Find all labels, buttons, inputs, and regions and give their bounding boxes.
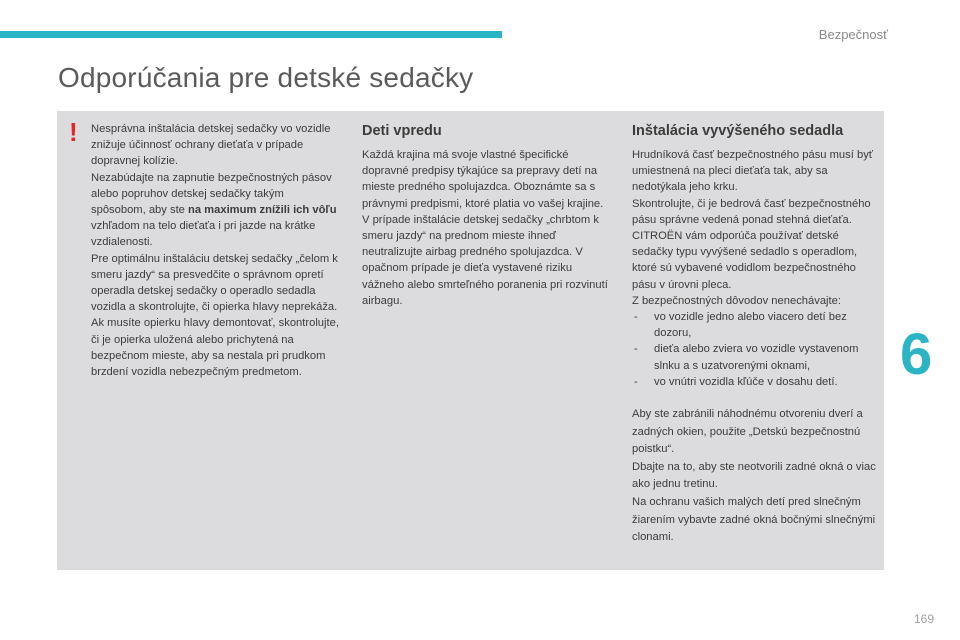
warning-paragraph: Ak musíte opierku hlavy demontovať, skontrolujte, či je opierka uložená alebo prichytená na bezpečnom mieste, aby sa nestala pri prudkom brzdení vozidla nebezpečným predmetom. xyxy=(91,317,339,379)
booster-paragraph: CITROËN vám odporúča používať detské sedačky typu vyvýšené sedadlo s operadlom, ktoré sú vybavené vodidlom bezpečnostného pásu v úrovni pleca. xyxy=(632,230,858,291)
page-title: Odporúčania pre detské sedačky xyxy=(58,62,474,93)
safety-list xyxy=(632,309,882,390)
booster-paragraph: Dbajte na to, aby ste neotvorili zadné okná o viac ako jednu tretinu. xyxy=(632,460,876,491)
warning-column xyxy=(91,121,341,380)
list-item: - dieťa alebo zviera vo vozidle vystavenom slnku a s uzatvorenými oknami, xyxy=(632,341,882,373)
section-label: Bezpečnosť xyxy=(818,27,888,42)
front-seat-heading: Deti vpredu xyxy=(362,123,442,139)
front-paragraph: V prípade inštalácie detskej sedačky „chrbtom k smeru jazdy“ na prednom mieste ihneď neutralizujte airbag predného spolujazdca. V opačnom prípade je dieťa vystavené riziku vážneho alebo smrteľného poranenia pri rozvinutí airbagu. xyxy=(362,213,608,307)
booster-paragraph: Aby ste zabránili náhodnému otvoreniu dverí a zadných okien, použite „Detskú bezpečnostnú poistku“. xyxy=(632,408,863,456)
booster-paragraph: Skontrolujte, či je bedrová časť bezpečnostného pásu správne vedená ponad stehná dieťaťa. xyxy=(632,197,871,226)
list-item: - vo vnútri vozidla kľúče v dosahu detí. xyxy=(632,374,882,390)
page-number: 169 xyxy=(913,612,934,626)
content-panel xyxy=(57,111,884,570)
emphasis-text: na maximum znížili ich vôľu xyxy=(188,204,337,217)
front-seat-column xyxy=(362,121,612,309)
front-paragraph: Každá krajina má svoje vlastné špecifické dopravné predpisy týkajúce sa prepravy detí na mieste predného spolujazdca. Oboznámte sa s právnymi predpismi, ktoré platia vo vašej krajine. xyxy=(362,149,604,210)
booster-paragraph: Z bezpečnostných dôvodov nenechávajte: xyxy=(632,294,841,307)
booster-paragraph: Na ochranu vašich malých detí pred slnečným žiarením vybavte zadné okná bočnými slnečnými clonami. xyxy=(632,496,876,544)
chapter-number: 6 xyxy=(900,322,933,387)
exclamation-icon: ! xyxy=(69,117,78,147)
booster-column xyxy=(632,121,882,547)
booster-heading: Inštalácia vyvýšeného sedadla xyxy=(632,123,844,139)
warning-paragraph: Nesprávna inštalácia detskej sedačky vo vozidle znižuje účinnosť ochrany dieťaťa v prípade dopravnej kolízie. xyxy=(91,123,331,168)
list-item: - vo vozidle jedno alebo viacero detí bez dozoru, xyxy=(632,309,882,341)
warning-paragraph: Pre optimálnu inštaláciu detskej sedačky „čelom k smeru jazdy“ sa presvedčite o správnom opretí operadla detskej sedačky o operadlo sedadla vozidla a skontrolujte, či opierka hlavy neprekáža. xyxy=(91,252,338,314)
warning-paragraph: Nezabúdajte na zapnutie bezpečnostných pásov alebo popruhov detskej sedačky takým spôsobom, aby ste na maximum znížili ich vôľu vzhľadom na telo dieťaťa i pri jazde na krátke vzdialenosti. xyxy=(91,171,337,249)
header-accent-bar xyxy=(0,31,502,38)
booster-paragraph: Hrudníková časť bezpečnostného pásu musí byť umiestnená na pleci dieťaťa tak, aby sa nedotýkala jeho krku. xyxy=(632,149,873,194)
